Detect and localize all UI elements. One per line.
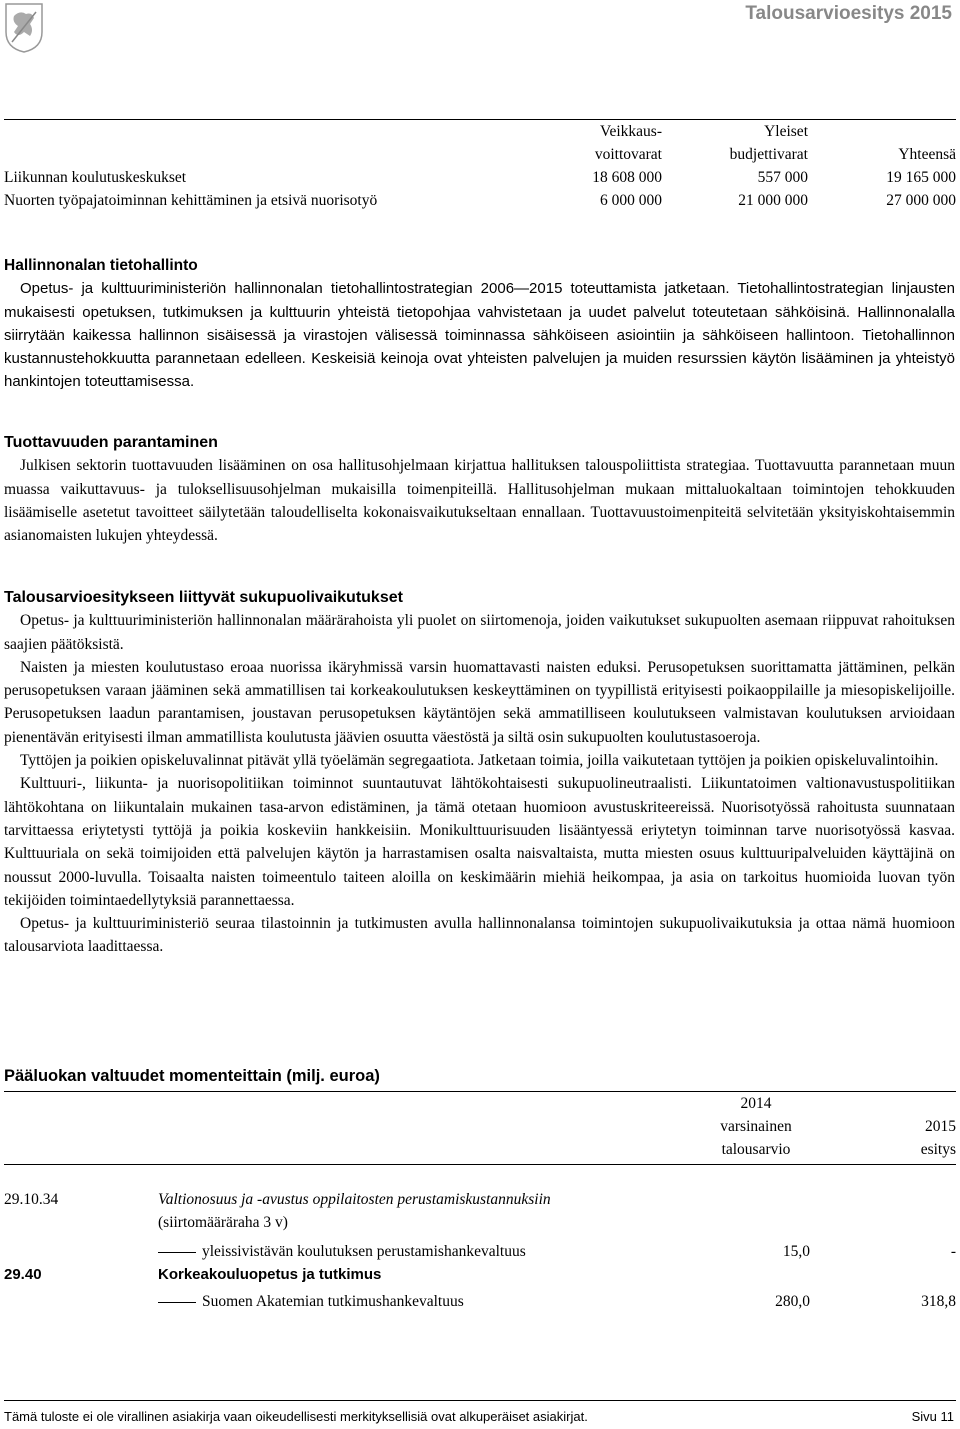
table-row bbox=[4, 1263, 956, 1286]
funding-table bbox=[4, 120, 956, 212]
dash-icon bbox=[158, 1252, 196, 1253]
section-heading: Hallinnonalan tietohallinto bbox=[4, 257, 198, 274]
column-header: 2014 varsinainen talousarvio bbox=[720, 1095, 792, 1158]
cell-value: 18 608 000 bbox=[592, 169, 662, 186]
auth-header-rule bbox=[4, 1164, 956, 1165]
cell-value: 6 000 000 bbox=[600, 192, 662, 209]
section-heading: Talousarvioesitykseen liittyvät sukupuolivaikutukset bbox=[4, 589, 403, 606]
column-header: Yhteensä bbox=[898, 146, 956, 163]
cell-value: 557 000 bbox=[757, 169, 808, 186]
footer-disclaimer: Tämä tuloste ei ole virallinen asiakirja vaan oikeudellisesti merkityksellisiä ovat alkuperäiset asiakirjat. bbox=[4, 1409, 588, 1424]
section-it-admin bbox=[4, 254, 955, 394]
cell-value: - bbox=[950, 1243, 956, 1260]
item-code: 29.10.34 bbox=[4, 1191, 59, 1208]
table-header-row bbox=[4, 1092, 956, 1161]
item-note: (siirtomääräraha 3 v) bbox=[158, 1214, 288, 1231]
authorizations-table bbox=[4, 1092, 956, 1161]
table-row bbox=[4, 1286, 956, 1313]
paragraph: Julkisen sektorin tuottavuuden lisääminen on osa hallitusohjelmaan kirjattua hallituksen talouspoliittista strategiaa. Tuottavuutta parannetaan muun muassa vaikuttavuus- ja tuloksellisuusohjelman mukaisilla toimenpiteillä. Hallitusohjelman mukaan mittaluokaltaan toimintojen tehokkuuden lisäämiselle asetetut tavoitteet säilytetään taloudelliselta kokonaisvaikutukseltaan ennallaan. Tuottavuustoimenpiteitä selvitetään yksityiskohtaisemmin asianomaisten lukujen yhteydessä. bbox=[4, 457, 955, 545]
table-row bbox=[4, 166, 956, 189]
column-header: Veikkaus- voittovarat bbox=[594, 123, 662, 163]
section-gender-impacts bbox=[4, 586, 955, 959]
column-header: Yleiset budjettivarat bbox=[729, 123, 808, 163]
paragraph: Kulttuuri-, liikunta- ja nuorisopolitiikan toiminnot suuntautuvat lähtökohtaisesti sukupuolineutraalisti. Liikuntatoimen valtionavustuspolitiikan lähtökohtana on liikuntalain mukainen tasa-arvon edistäminen, ja tämä otetaan huomioon avustuskriteereissä. Nuorisotyössä rahoitusta suunnataan tarvittaessa eriytetysti tyttöjä ja poikia koskeviin hankkeisiin. Monikulttuurisuuden lisääntyessä eriytetyn toiminnan tarve nuorisotyössä kasvaa. Kulttuuriala on sekä toimijoiden että palvelujen käytön ja harrastamisen osalta naisvaltaista, mutta miesten osuus kulttuuripalveluiden käyttäjinä on noussut 2000-luvulla. Toisaalta naisten toimeentulo taiteen aloilla on keskimäärin miehiä heikompaa, ja asia on tarkoitus huomioida luovan työn tekijöiden toimintaedellytyksiä parannettaessa. bbox=[4, 775, 955, 909]
authorizations-rows bbox=[4, 1188, 956, 1313]
item-sub: Suomen Akatemian tutkimushankevaltuus bbox=[202, 1293, 464, 1310]
dash-icon bbox=[158, 1302, 196, 1303]
table-row bbox=[4, 1234, 956, 1263]
coat-of-arms-icon bbox=[4, 2, 44, 54]
cell-value: 19 165 000 bbox=[886, 169, 956, 186]
item-name: Korkeakouluopetus ja tutkimus bbox=[158, 1266, 382, 1283]
table-row bbox=[4, 189, 956, 212]
section-productivity bbox=[4, 431, 955, 547]
footer-rule bbox=[4, 1400, 956, 1401]
paragraph: Tyttöjen ja poikien opiskeluvalinnat pitävät yllä työelämän segregaatiota. Jatketaan toimia, joilla vaikutetaan tyttöjen ja poikien opiskeluvalintoihin. bbox=[20, 752, 939, 770]
authorizations-title: Pääluokan valtuudet momenteittain (milj. euroa) bbox=[4, 1067, 380, 1085]
section-heading: Tuottavuuden parantaminen bbox=[4, 434, 218, 451]
cell-value: 21 000 000 bbox=[738, 192, 808, 209]
row-label: Nuorten työpajatoiminnan kehittäminen ja etsivä nuorisotyö bbox=[4, 192, 378, 209]
item-code: 29.40 bbox=[4, 1266, 42, 1283]
cell-value: 27 000 000 bbox=[886, 192, 956, 209]
paragraph: Naisten ja miesten koulutustaso eroaa nuorissa ikäryhmissä varsin huomattavasti naisten eduksi. Perusopetuksen suorittamatta jättäminen, pelkän perusopetuksen varaan jääminen sekä ammatillisen tai korkeakoulutuksen keskeyttäminen on tyypillistä erityisesti poikaoppilaille ja miesopiskelijoille. Perusopetuksen laadun parantamisen, joustavan perusopetuksen käytäntöjen sekä ammatilliseen koulutukseen valmistavan koulutuksen arvioidaan pienentävän erityisesti ilman ammatillista koulutusta jäävien osuutta väestöstä ja siltä osin sukupuolten koulutustasoeroja. bbox=[4, 658, 955, 746]
paragraph: Opetus- ja kulttuuriministeriön hallinnonalan määrärahoista yli puolet on siirtomenoja, joiden vaikutukset sukupuolten asemaan riippuvat rahoituksen saajien päätöksistä. bbox=[4, 612, 955, 653]
cell-value: 15,0 bbox=[782, 1243, 810, 1260]
item-name: Valtionosuus ja -avustus oppilaitosten perustamiskustannuksiin bbox=[158, 1191, 551, 1208]
item-sub: yleissivistävän koulutuksen perustamishankevaltuus bbox=[202, 1243, 526, 1260]
row-label: Liikunnan koulutuskeskukset bbox=[4, 169, 187, 186]
page-header-title: Talousarvioesitys 2015 bbox=[745, 3, 952, 24]
page-number: Sivu 11 bbox=[911, 1409, 954, 1424]
cell-value: 280,0 bbox=[775, 1293, 810, 1310]
column-header: 2015 esitys bbox=[920, 1118, 956, 1158]
table-row bbox=[4, 1211, 956, 1234]
paragraph: Opetus- ja kulttuuriministeriön hallinnonalan tietohallintostrategian 2006—2015 toteuttamista jatketaan. Tietohallintostrategian linjausten mukaisesti opetuksen, tutkimuksen ja kulttuurin yhteistä tietopohjaa vahvistetaan ja uudet palvelut toteutetaan sähköisinä. Hallinnonalalla siirrytään kaikessa hallinnon sisäisessä ja virastojen välisessä toiminnassa sähköiseen asiointiin ja sähköiseen hallintoon. Tietohallinnon kustannustehokkuutta parannetaan edelleen. Keskeisiä keinoja ovat yhteisten palvelujen ja muiden resurssien käytön lisääminen ja yhteistyö hankintojen toteuttamisessa. bbox=[4, 280, 955, 391]
table-row bbox=[4, 1188, 956, 1211]
paragraph: Opetus- ja kulttuuriministeriö seuraa tilastoinnin ja tutkimusten avulla hallinnonalansa toimintojen sukupuolivaikutuksia ja ottaa nämä huomioon talousarviota laadittaessa. bbox=[4, 915, 955, 956]
table-header-row bbox=[4, 120, 956, 166]
cell-value: 318,8 bbox=[921, 1293, 956, 1310]
